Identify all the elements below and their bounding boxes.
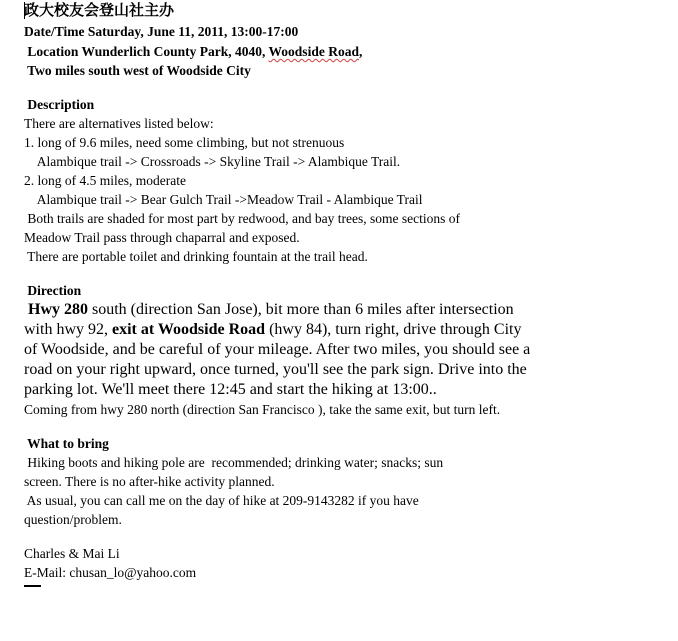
- direction-line: [24, 320, 521, 340]
- bring-line: Hiking boots and hiking pole are recommended; drinking water; snacks; sun: [24, 455, 444, 470]
- description-line: Alambique trail -> Bear Gulch Trail ->Meadow Trail - Alambique Trail: [24, 192, 423, 207]
- event-datetime: Date/Time Saturday, June 11, 2011, 13:00-17:00: [24, 24, 299, 39]
- signature-names: Charles & Mai Li: [24, 546, 120, 561]
- direction-line1-rest: south (direction San Jose), bit more than 6 miles after intersection: [88, 301, 514, 318]
- bring-line: As usual, you can call me on the day of hike at 209-9143282 if you have: [24, 493, 419, 508]
- description-line: Alambique trail -> Crossroads -> Skyline Trail -> Alambique Trail.: [24, 154, 401, 169]
- direction-line: parking lot. We'll meet there 12:45 and start the hiking at 13:00..: [24, 381, 437, 398]
- event-location-line2: Two miles south west of Woodside City: [24, 63, 251, 78]
- direction-line: of Woodside, and be careful of your mileage. After two miles, you should see a: [24, 341, 531, 358]
- direction-line: Coming from hwy 280 north (direction San Francisco ), take the same exit, but turn left.: [24, 402, 501, 417]
- bring-line: question/problem.: [24, 512, 122, 527]
- description-line: There are portable toilet and drinking fountain at the trail head.: [24, 249, 368, 264]
- direction-line2-a: with hwy 92,: [24, 321, 112, 338]
- location-road: Woodside Road: [268, 44, 359, 59]
- description-line: Meadow Trail pass through chaparral and exposed.: [24, 230, 300, 245]
- description-line: 2. long of 4.5 miles, moderate: [24, 173, 186, 188]
- direction-highway: Hwy 280: [24, 301, 88, 318]
- bring-heading: What to bring: [24, 436, 109, 451]
- bring-line: screen. There is no after-hike activity planned.: [24, 474, 275, 489]
- direction-line2-b: (hwy 84), turn right, drive through City: [265, 321, 522, 338]
- event-title: 政大校友会登山社主办: [24, 3, 175, 19]
- description-line: There are alternatives listed below:: [24, 116, 214, 131]
- direction-exit: exit at Woodside Road: [112, 321, 266, 338]
- event-location: [24, 44, 362, 60]
- description-line: 1. long of 9.6 miles, need some climbing, but not strenuous: [24, 135, 345, 150]
- signature-email[interactable]: E-Mail: chusan_lo@yahoo.com: [24, 565, 197, 580]
- description-line: Both trails are shaded for most part by redwood, and bay trees, some sections of: [24, 211, 461, 226]
- end-of-document-marker: [24, 585, 41, 587]
- direction-line: [24, 300, 514, 320]
- location-suffix: ,: [358, 44, 363, 59]
- direction-line: road on your right upward, once turned, you'll see the park sign. Drive into the: [24, 361, 527, 378]
- description-heading: Description: [24, 97, 95, 112]
- direction-heading: Direction: [24, 283, 82, 298]
- location-prefix: Location Wunderlich County Park, 4040,: [24, 44, 269, 59]
